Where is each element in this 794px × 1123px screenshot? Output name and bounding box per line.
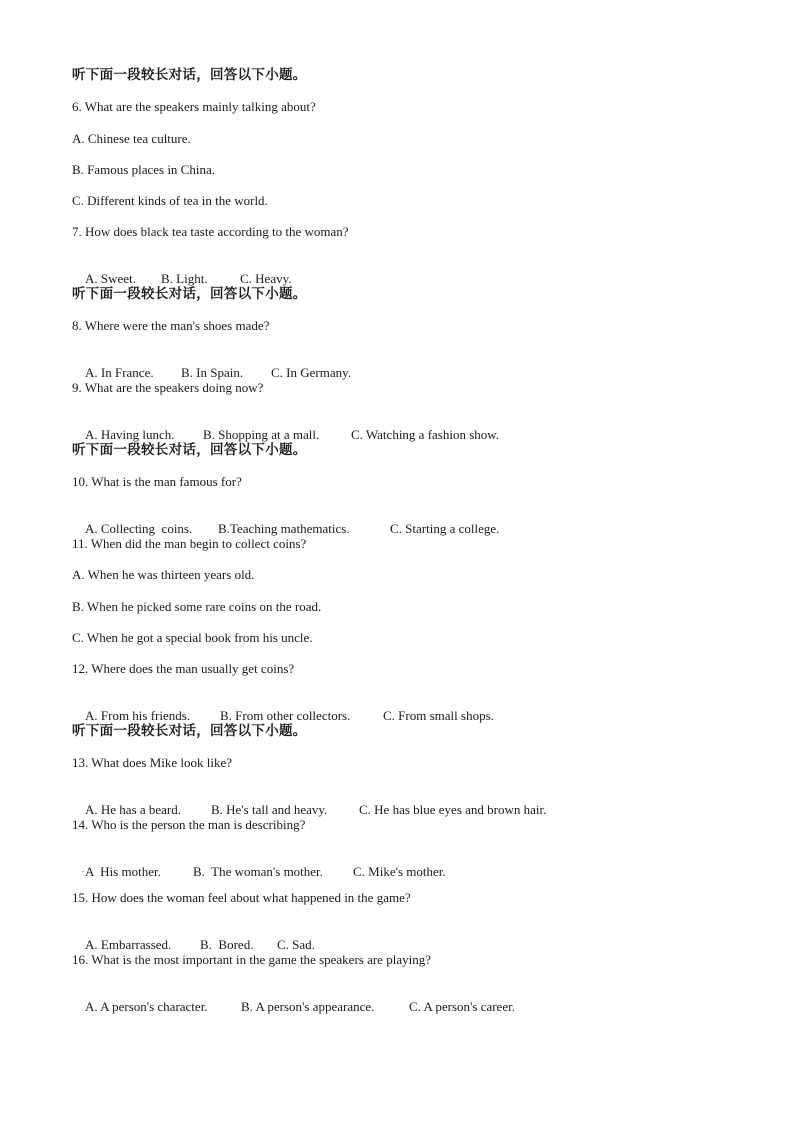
question-14: 14. Who is the person the man is describing? [72, 817, 306, 832]
q10-option-a: A. Collecting coins. [85, 521, 193, 536]
q12-option-a: A. From his friends. [85, 708, 191, 723]
question-9: 9. What are the speakers doing now? [72, 380, 264, 395]
section-heading: 听下面一段较长对话，回答以下小题。 [72, 286, 307, 302]
q6-option-b: B. Famous places in China. [72, 162, 215, 177]
q10-option-c: C. Starting a college. [390, 521, 500, 536]
q14-option-b: B. The woman's mother. [193, 864, 323, 879]
q16-option-b: B. A person's appearance. [241, 999, 375, 1014]
q10-option-b: B.Teaching mathematics. [218, 521, 350, 536]
question-8: 8. Where were the man's shoes made? [72, 318, 270, 333]
q15-option-c: C. Sad. [277, 937, 315, 952]
question-6: 6. What are the speakers mainly talking about? [72, 99, 316, 114]
q11-option-b: B. When he picked some rare coins on the road. [72, 599, 322, 614]
section-heading: 听下面一段较长对话，回答以下小题。 [72, 67, 307, 83]
question-13: 13. What does Mike look like? [72, 755, 233, 770]
q12-option-b: B. From other collectors. [220, 708, 351, 723]
q11-option-c: C. When he got a special book from his uncle. [72, 630, 313, 645]
question-16: 16. What is the most important in the game the speakers are playing? [72, 952, 431, 967]
q11-option-a: A. When he was thirteen years old. [72, 567, 255, 582]
q7-option-b: B. Light. [161, 271, 208, 286]
q15-option-b: B. Bored. [200, 937, 254, 952]
question-12: 12. Where does the man usually get coins? [72, 661, 295, 676]
q16-option-c: C. A person's career. [409, 999, 515, 1014]
question-11: 11. When did the man begin to collect coins? [72, 536, 307, 551]
q12-option-c: C. From small shops. [383, 708, 494, 723]
q13-option-b: B. He's tall and heavy. [211, 802, 328, 817]
q6-option-c: C. Different kinds of tea in the world. [72, 193, 268, 208]
question-7: 7. How does black tea taste according to the woman? [72, 224, 349, 239]
q13-option-a: A. He has a beard. [85, 802, 182, 817]
q14-options [72, 848, 446, 896]
q13-option-c: C. He has blue eyes and brown hair. [359, 802, 547, 817]
section-heading: 听下面一段较长对话，回答以下小题。 [72, 442, 307, 458]
q14-option-a: A His mother. [85, 864, 161, 879]
q16-options [72, 983, 515, 1031]
q9-option-c: C. Watching a fashion show. [351, 427, 500, 442]
section-heading: 听下面一段较长对话，回答以下小题。 [72, 723, 307, 739]
q15-option-a: A. Embarrassed. [85, 937, 172, 952]
q8-option-a: A. In France. [85, 365, 154, 380]
question-15: 15. How does the woman feel about what happened in the game? [72, 890, 411, 905]
question-10: 10. What is the man famous for? [72, 474, 242, 489]
stray-mark: . [82, 865, 84, 874]
q9-option-b: B. Shopping at a mall. [203, 427, 320, 442]
q14-option-c: C. Mike's mother. [353, 864, 446, 879]
q7-option-a: A. Sweet. [85, 271, 136, 286]
q6-option-a: A. Chinese tea culture. [72, 131, 191, 146]
q9-option-a: A. Having lunch. [85, 427, 175, 442]
q7-option-c: C. Heavy. [240, 271, 292, 286]
q8-option-b: B. In Spain. [181, 365, 244, 380]
q16-option-a: A. A person's character. [85, 999, 208, 1014]
q8-option-c: C. In Germany. [271, 365, 352, 380]
